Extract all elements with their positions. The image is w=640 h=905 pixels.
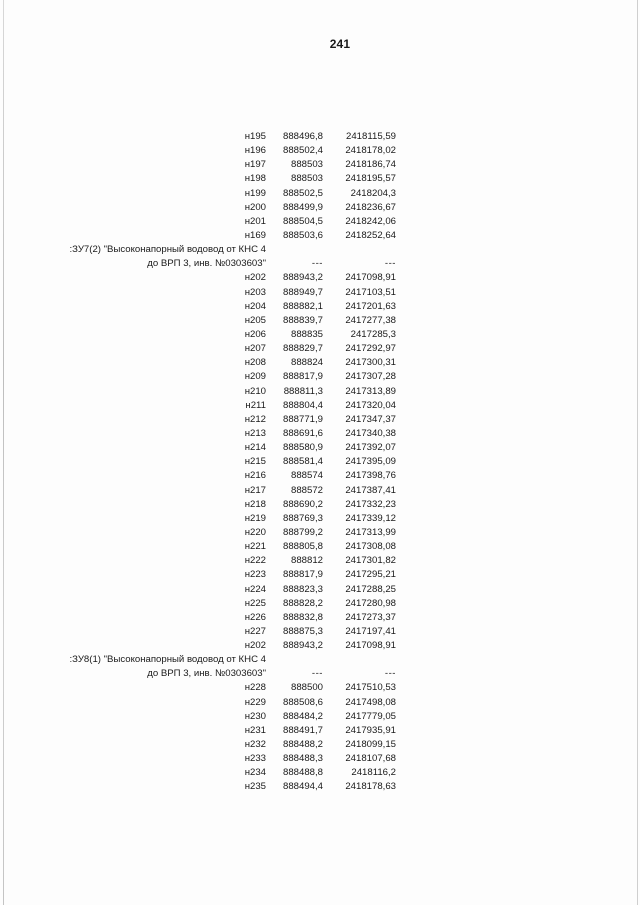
x-coordinate: 888508,6 [282,696,323,708]
y-coordinate: 2418204,3 [350,187,396,199]
y-coordinate: 2417307,28 [345,371,396,383]
y-coordinate: 2417779,05 [345,710,396,722]
y-coordinate: 2417273,37 [345,611,396,623]
x-coordinate: 888488,8 [282,767,323,779]
y-coordinate: 2417332,23 [345,498,396,510]
table-row [0,215,640,229]
point-id: н212 [244,413,266,425]
x-coordinate: 888502,5 [282,187,323,199]
x-coordinate: 888839,7 [282,314,323,326]
section-title-line2: до ВРП 3, инв. №0303603" [147,668,266,680]
table-row [0,738,640,752]
table-row [0,271,640,285]
table-row [0,201,640,215]
section-header-row [0,653,640,667]
table-row [0,766,640,780]
point-id: н234 [244,767,266,779]
section-header-row [0,667,640,681]
x-coordinate: 888580,9 [282,442,323,454]
table-row [0,625,640,639]
point-id: н231 [244,724,266,736]
x-coordinate: 888484,2 [282,710,323,722]
y-coordinate: 2417197,41 [345,625,396,637]
point-id: н210 [244,385,266,397]
x-coordinate: 888943,2 [282,272,323,284]
point-id: н225 [244,597,266,609]
table-row [0,554,640,568]
point-id: н200 [244,201,266,213]
x-coordinate: 888949,7 [282,286,323,298]
x-coordinate: 888494,4 [282,781,323,793]
x-coordinate: 888504,5 [282,215,323,227]
point-id: н221 [244,541,266,553]
table-row [0,158,640,172]
table-row [0,300,640,314]
x-placeholder-dashes: --- [311,258,323,270]
point-id: н215 [244,456,266,468]
table-row [0,356,640,370]
table-row [0,512,640,526]
table-row [0,342,640,356]
x-coordinate: 888499,9 [282,201,323,213]
x-coordinate: 888812 [290,555,323,567]
y-coordinate: 2418178,63 [345,781,396,793]
y-coordinate: 2417098,91 [345,640,396,652]
point-id: н196 [244,145,266,157]
x-coordinate: 888503 [290,159,323,171]
point-id: н227 [244,625,266,637]
x-coordinate: 888488,3 [282,753,323,765]
table-row [0,469,640,483]
table-row [0,780,640,794]
x-coordinate: 888500 [290,682,323,694]
section-header-row [0,257,640,271]
table-row [0,724,640,738]
x-coordinate: 888882,1 [282,300,323,312]
point-id: н219 [244,512,266,524]
point-id: н204 [244,300,266,312]
table-row [0,568,640,582]
section-header-row [0,243,640,257]
point-id: н230 [244,710,266,722]
point-id: н202 [244,640,266,652]
y-coordinate: 2417295,21 [345,569,396,581]
x-coordinate: 888832,8 [282,611,323,623]
point-id: н218 [244,498,266,510]
x-placeholder-dashes: --- [311,668,323,680]
section-title-line2: до ВРП 3, инв. №0303603" [147,258,266,270]
x-coordinate: 888828,2 [282,597,323,609]
table-row [0,144,640,158]
x-coordinate: 888572 [290,484,323,496]
point-id: н203 [244,286,266,298]
y-coordinate: 2417395,09 [345,456,396,468]
table-row [0,427,640,441]
y-coordinate: 2418115,59 [346,131,396,142]
y-coordinate: 2417320,04 [345,399,396,411]
table-row [0,583,640,597]
y-coordinate: 2417308,08 [345,541,396,553]
x-coordinate: 888502,4 [282,145,323,157]
y-coordinate: 2417292,97 [345,343,396,355]
point-id: н226 [244,611,266,623]
x-coordinate: 888817,9 [282,371,323,383]
table-row [0,696,640,710]
point-id: н198 [244,173,266,185]
x-coordinate: 888503 [290,173,323,185]
point-id: н224 [244,583,266,595]
y-coordinate: 2417498,08 [345,696,396,708]
x-coordinate: 888805,8 [282,541,323,553]
point-id: н199 [244,187,266,199]
point-id: н207 [244,343,266,355]
x-coordinate: 888574 [290,470,323,482]
y-coordinate: 2417201,63 [345,300,396,312]
y-coordinate: 2418242,06 [345,215,396,227]
x-coordinate: 888799,2 [282,526,323,538]
y-coordinate: 2417103,51 [345,286,396,298]
y-coordinate: 2417339,12 [345,512,396,524]
point-id: н208 [244,357,266,369]
x-coordinate: 888811,3 [283,385,323,397]
table-row [0,413,640,427]
x-coordinate: 888875,3 [282,625,323,637]
point-id: н216 [244,470,266,482]
y-coordinate: 2417313,89 [345,385,396,397]
table-row [0,441,640,455]
y-coordinate: 2418236,67 [345,201,396,213]
point-id: н217 [244,484,266,496]
point-id: н235 [244,781,266,793]
table-row [0,314,640,328]
table-row [0,710,640,724]
y-coordinate: 2418195,57 [345,173,396,185]
x-coordinate: 888824 [290,357,323,369]
page-number: 241 [329,37,351,51]
y-coordinate: 2418116,2 [351,767,396,779]
y-coordinate: 2417098,91 [345,272,396,284]
y-coordinate: 2418186,74 [345,159,396,171]
x-coordinate: 888581,4 [282,456,323,468]
point-id: н229 [244,696,266,708]
x-coordinate: 888769,3 [282,512,323,524]
y-coordinate: 2417301,82 [345,555,396,567]
point-id: н197 [244,159,266,171]
point-id: н209 [244,371,266,383]
table-row [0,229,640,243]
table-row [0,328,640,342]
point-id: н201 [244,215,266,227]
y-coordinate: 2417300,31 [345,357,396,369]
table-row [0,752,640,766]
x-coordinate: 888488,2 [282,739,323,751]
point-id: н205 [244,314,266,326]
point-id: н211 [245,399,266,411]
table-row [0,286,640,300]
y-placeholder-dashes: --- [384,258,396,270]
x-coordinate: 888943,2 [282,640,323,652]
y-coordinate: 2418178,02 [345,145,396,157]
x-coordinate: 888496,8 [282,131,323,142]
coordinates-table [0,130,640,795]
x-coordinate: 888690,2 [282,498,323,510]
table-row [0,681,640,695]
point-id: н169 [244,229,266,241]
point-id: н232 [244,739,266,751]
point-id: н195 [244,131,266,142]
table-row [0,187,640,201]
y-coordinate: 2417285,3 [350,328,396,340]
y-coordinate: 2417288,25 [345,583,396,595]
table-row [0,172,640,186]
x-coordinate: 888835 [290,328,323,340]
y-coordinate: 2418252,64 [345,229,396,241]
y-coordinate: 2417935,91 [345,724,396,736]
x-coordinate: 888829,7 [282,343,323,355]
table-row [0,455,640,469]
y-coordinate: 2418099,15 [345,739,396,751]
section-title-line1: :ЗУ7(2) "Высоконапорный водовод от КНС 4 [69,244,266,256]
x-coordinate: 888503,6 [282,229,323,241]
y-coordinate: 2417510,53 [345,682,396,694]
y-placeholder-dashes: --- [384,668,396,680]
y-coordinate: 2417398,76 [345,470,396,482]
table-row [0,385,640,399]
section-title-line1: :ЗУ8(1) "Высоконапорный водовод от КНС 4 [69,654,266,666]
y-coordinate: 2418107,68 [345,753,396,765]
point-id: н214 [244,442,266,454]
y-coordinate: 2417387,41 [345,484,396,496]
x-coordinate: 888817,9 [282,569,323,581]
point-id: н223 [244,569,266,581]
table-row [0,370,640,384]
table-row [0,611,640,625]
point-id: н206 [244,328,266,340]
x-coordinate: 888771,9 [282,413,323,425]
y-coordinate: 2417280,98 [345,597,396,609]
table-row [0,526,640,540]
table-row [0,130,640,144]
y-coordinate: 2417277,38 [345,314,396,326]
table-row [0,484,640,498]
table-row [0,540,640,554]
x-coordinate: 888491,7 [282,724,323,736]
x-coordinate: 888804,4 [282,399,323,411]
y-coordinate: 2417313,99 [345,526,396,538]
point-id: н233 [244,753,266,765]
y-coordinate: 2417340,38 [345,427,396,439]
table-row [0,399,640,413]
table-row [0,498,640,512]
y-coordinate: 2417347,37 [345,413,396,425]
point-id: н228 [244,682,266,694]
x-coordinate: 888823,3 [282,583,323,595]
table-row [0,597,640,611]
point-id: н220 [244,526,266,538]
table-row [0,639,640,653]
y-coordinate: 2417392,07 [345,442,396,454]
x-coordinate: 888691,6 [282,427,323,439]
point-id: н213 [244,427,266,439]
point-id: н202 [244,272,266,284]
point-id: н222 [244,555,266,567]
